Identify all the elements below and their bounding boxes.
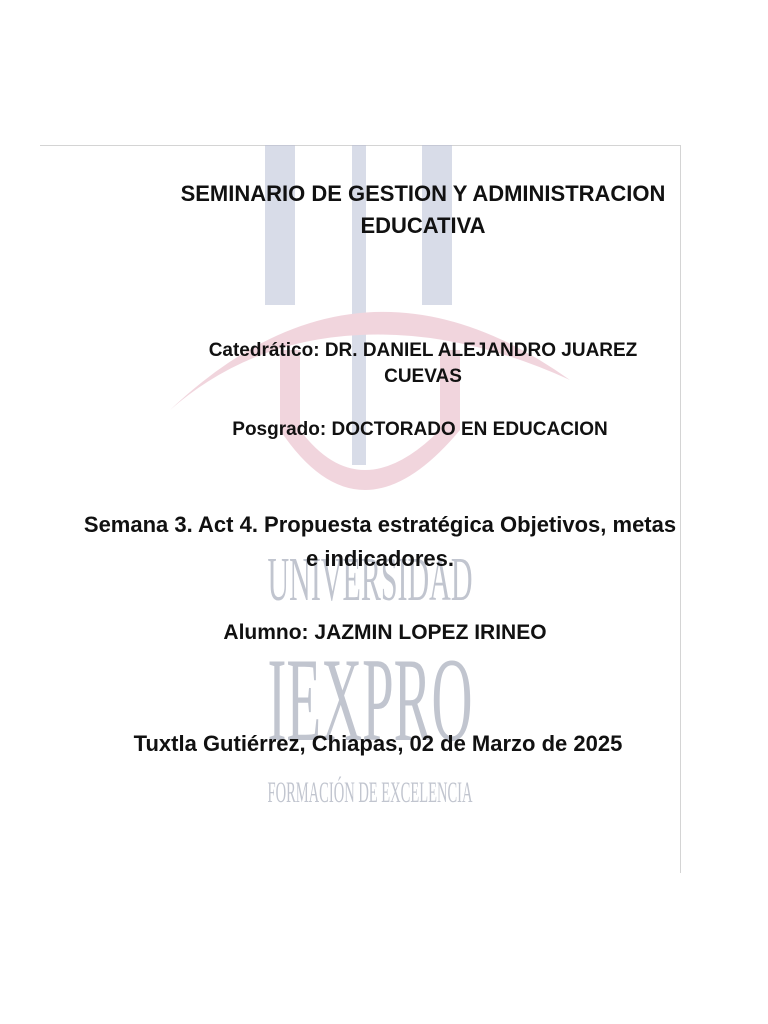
- watermark-line2: IEXPRO: [267, 633, 473, 766]
- activity-line1: Semana 3. Act 4. Propuesta estratégica Objetivos, metas: [83, 512, 677, 537]
- catedratico-line1: Catedrático: DR. DANIEL ALEJANDRO JUAREZ: [208, 340, 638, 361]
- student-line: Alumno: JAZMIN LOPEZ IRINEO: [223, 621, 547, 644]
- watermark-line3: FORMACIÓN DE EXCELENCIA: [267, 776, 473, 809]
- place-date-line: Tuxtla Gutiérrez, Chiapas, 02 de Marzo de 2025: [133, 731, 623, 756]
- document-title-line2: EDUCATIVA: [360, 213, 486, 238]
- document-title: [100, 178, 746, 242]
- activity-block: [20, 508, 740, 576]
- watermark-line1: UNIVERSIDAD: [267, 546, 473, 614]
- document-title-line1: SEMINARIO DE GESTION Y ADMINISTRACION: [180, 181, 666, 206]
- activity-line2: e indicadores.: [306, 546, 454, 571]
- catedratico-line2: CUEVAS: [384, 366, 462, 387]
- catedratico-block: [140, 338, 706, 390]
- posgrado-line: Posgrado: DOCTORADO EN EDUCACION: [232, 419, 608, 440]
